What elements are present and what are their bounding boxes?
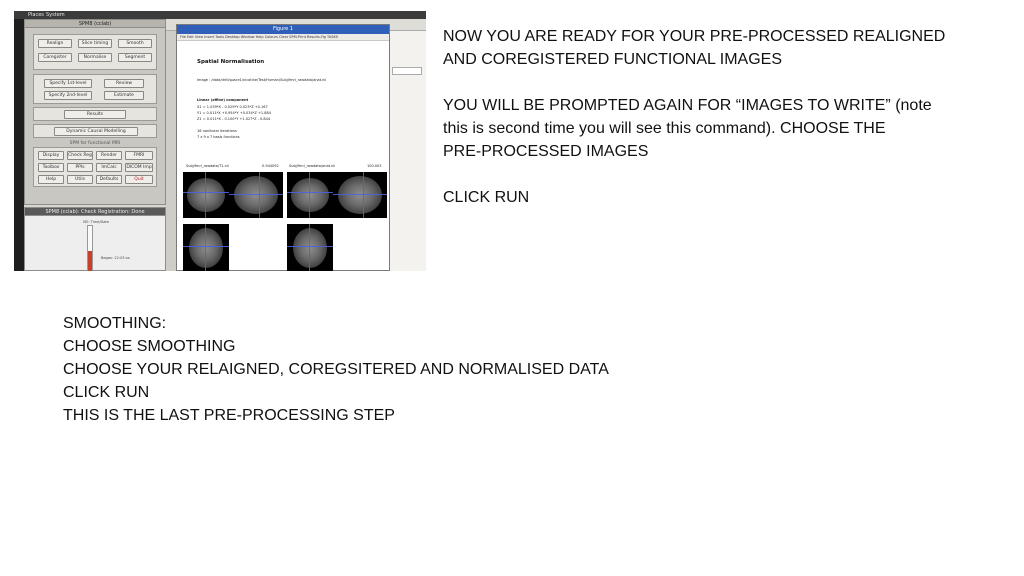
check-reg-button[interactable]: Check Reg	[68, 153, 92, 158]
normalise-button[interactable]: Normalise	[78, 53, 112, 62]
background-input[interactable]	[392, 67, 422, 75]
progress-window-title: SPM8 (cclab): Check Registration: Done	[25, 208, 165, 216]
brain-slice-source-coronal	[333, 172, 387, 218]
basis-functions-text: 7 x 9 x 7 basis functions	[197, 135, 240, 139]
equation-y1: Y1 = 0.011*X +0.954*Y +0.034*Z +1.884	[197, 111, 271, 115]
brain-slice-source-sagittal	[287, 172, 333, 218]
smooth-button[interactable]: Smooth	[118, 39, 152, 48]
equation-z1: Z1 = 0.011*X - 0.100*Y +1.027*Z - 0.844	[197, 117, 271, 121]
instruction-line: SMOOTHING:	[63, 315, 167, 332]
caption-source-value: 100.003	[367, 164, 382, 168]
coregister-button[interactable]: Coregister	[38, 53, 72, 62]
help-button[interactable]: Help	[38, 175, 64, 184]
spm-menu-window	[24, 19, 166, 205]
segment-button[interactable]: Segment	[118, 53, 152, 62]
linear-component-label: Linear (affine) component	[197, 98, 249, 102]
figure-image-path: Image : /data/drill/space1/nicotine/Test/Human/Subj/fmri_rawdata/anat.nii	[197, 78, 327, 82]
imcalc-button[interactable]: ImCalc	[96, 163, 122, 172]
caption-template-image: Subj/fmri_rawdata/T1.nii	[186, 164, 229, 168]
instruction-line: YOU WILL BE PROMPTED AGAIN FOR “IMAGES TO WRITE” (note	[443, 97, 932, 114]
equation-x1: X1 = 1.039*X - 0.029*Y 0.023*Z +0.167	[197, 105, 268, 109]
figure-window	[176, 24, 390, 271]
quit-button[interactable]: Quit	[125, 175, 153, 184]
brain-slice-template-sagittal	[183, 172, 229, 218]
instruction-line: this is second time you will see this command). CHOOSE THE	[443, 120, 886, 137]
instruction-line: CHOOSE YOUR RELAIGNED, COREGSITERED AND NORMALISED DATA	[63, 361, 609, 378]
dcm-panel	[33, 124, 157, 138]
iterations-text: 16 nonlinear iterations	[197, 129, 237, 133]
estimate-button[interactable]: Estimate	[104, 91, 144, 100]
progress-window	[24, 207, 166, 271]
instruction-line: CLICK RUN	[443, 189, 530, 206]
specify-1st-level-button[interactable]: Specify 1st-level	[44, 79, 92, 88]
dicom-import-button[interactable]: DICOM Imp	[126, 165, 152, 170]
instruction-line: THIS IS THE LAST PRE-PROCESSING STEP	[63, 407, 395, 424]
dcm-button[interactable]: Dynamic Causal Modelling	[54, 127, 138, 136]
defaults-button[interactable]: Defaults	[96, 175, 122, 184]
instruction-line: CHOOSE SMOOTHING	[63, 338, 236, 355]
ppis-button[interactable]: PPIs	[67, 163, 93, 172]
places-menu[interactable]: Places	[28, 12, 44, 18]
instructions-right	[443, 25, 1003, 209]
caption-source-image: Subj/fmri_rawdata/anat.nii	[289, 164, 336, 168]
review-button[interactable]: Review	[104, 79, 144, 88]
display-button[interactable]: Display	[38, 151, 64, 160]
progress-bar-fill	[88, 251, 92, 271]
spatial-panel	[33, 34, 157, 70]
brain-slice-template-coronal	[229, 172, 283, 218]
caption-template-value: 0.944092	[262, 164, 279, 168]
realign-button[interactable]: Realign	[38, 39, 72, 48]
instructions-smoothing	[63, 312, 763, 427]
toolbox-dropdown[interactable]: Toolbox	[38, 163, 64, 172]
progress-chart-label: ISE: Time/Date	[83, 220, 109, 224]
desktop-top-bar	[14, 11, 426, 19]
spm-section-label: SPM for functional MRI	[69, 141, 121, 146]
results-panel	[33, 107, 157, 121]
figure-window-title: Figure 1	[177, 25, 389, 34]
progress-bar	[87, 225, 93, 271]
render-dropdown[interactable]: Render	[96, 151, 122, 160]
specify-2nd-level-button[interactable]: Specify 2nd-level	[44, 91, 92, 100]
figure-heading: Spatial Normalisation	[197, 59, 265, 65]
instruction-line: PRE-PROCESSED IMAGES	[443, 143, 649, 160]
fmri-dropdown[interactable]: FMRI	[125, 151, 153, 160]
spm-screenshot	[14, 11, 426, 271]
progress-status: Began: 22:03:xx	[101, 256, 130, 260]
system-menu[interactable]: System	[46, 12, 65, 18]
utility-panel	[33, 147, 157, 187]
slice-timing-button[interactable]: Slice timing	[78, 39, 112, 48]
instruction-line: AND COREGISTERED FUNCTIONAL IMAGES	[443, 51, 782, 68]
instruction-line: CLICK RUN	[63, 384, 150, 401]
utils-dropdown[interactable]: Utils	[67, 175, 93, 184]
model-panel	[33, 74, 157, 104]
spm-window-title: SPM8 (cclab)	[25, 20, 165, 28]
brain-slice-source-axial	[287, 224, 333, 271]
instruction-line: NOW YOU ARE READY FOR YOUR PRE-PROCESSED REALIGNED	[443, 28, 946, 45]
results-button[interactable]: Results	[64, 110, 126, 119]
desktop-left-strip	[14, 19, 24, 271]
figure-menu-bar[interactable]: File Edit View Insert Tools Desktop Window Help Colours Clear SPM-Print Results-Fig TASKS	[177, 34, 389, 41]
brain-slice-template-axial	[183, 224, 229, 271]
